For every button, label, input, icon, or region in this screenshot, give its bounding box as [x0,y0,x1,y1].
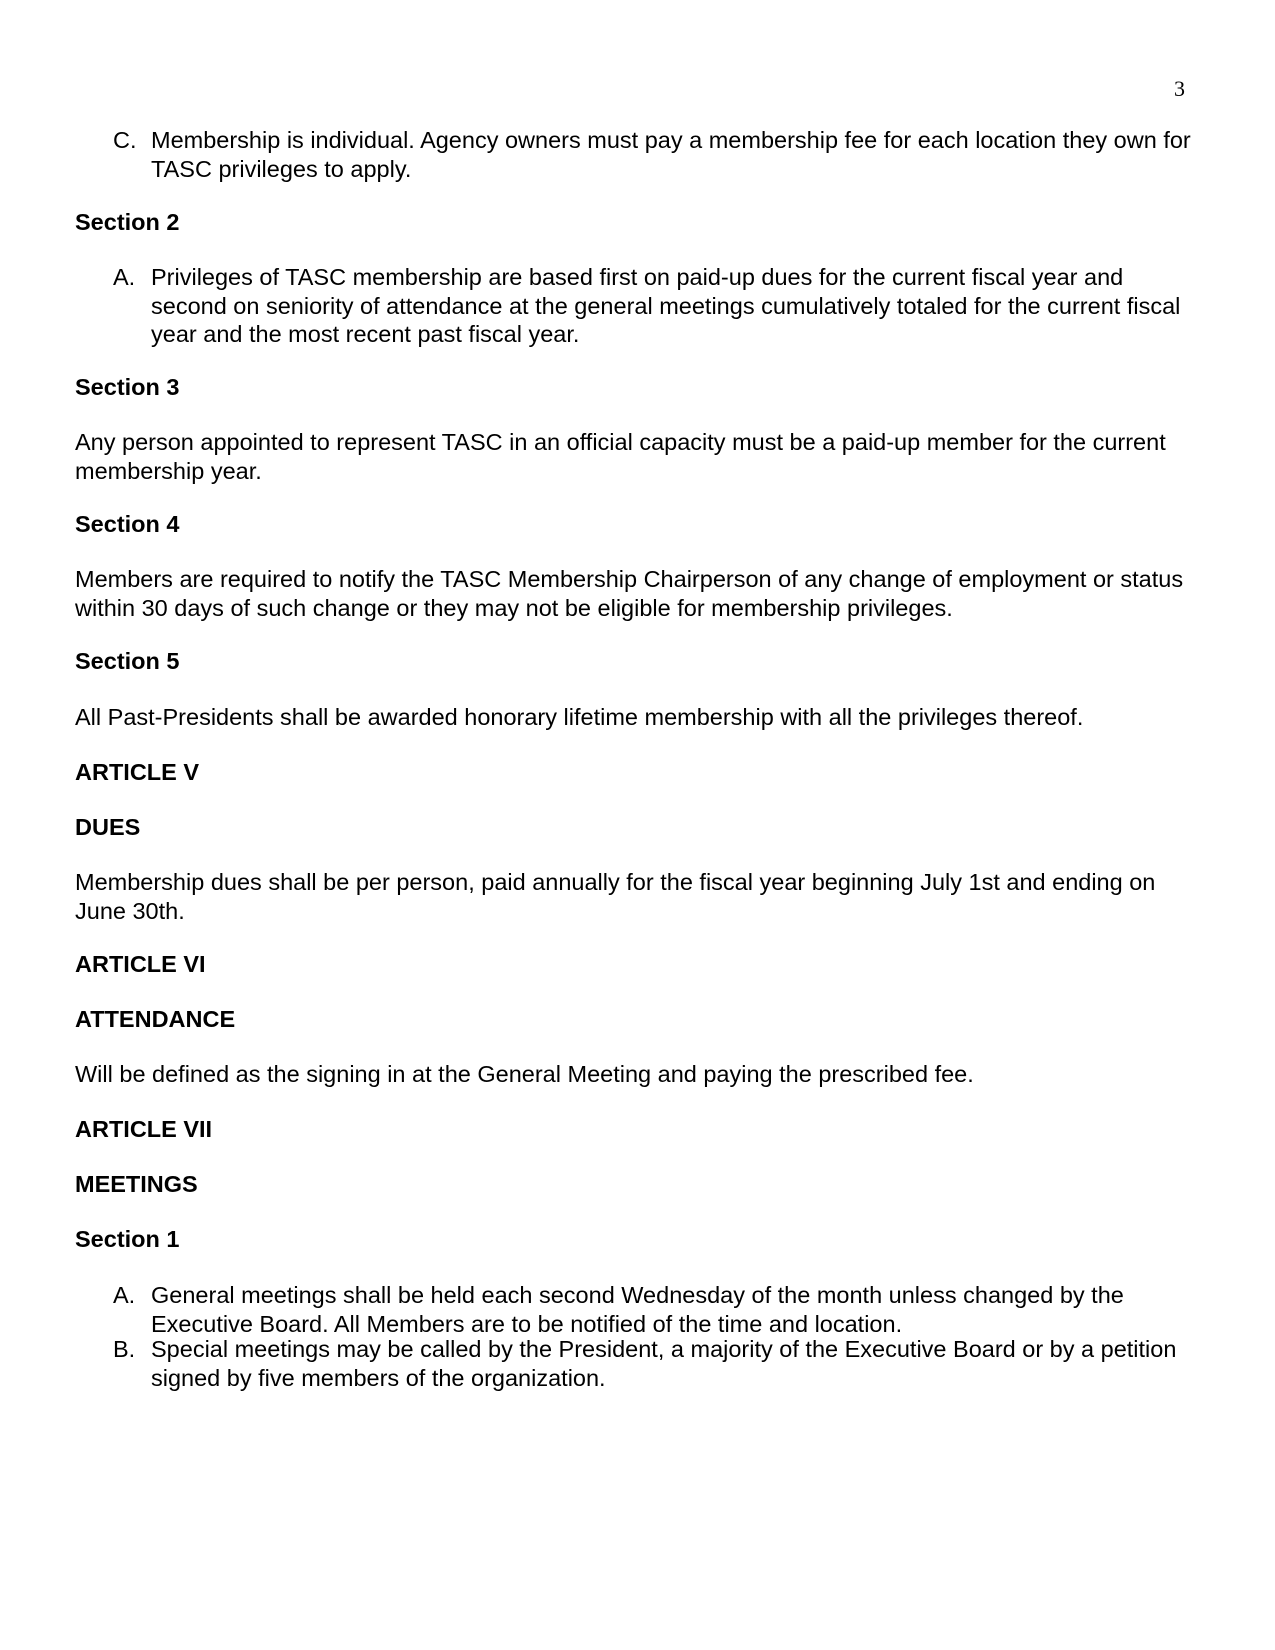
section-4-text: Members are required to notify the TASC Membership Chairperson of any change of employment or status within 30 days of such change or they may not be eligible for membership privileges. [75,566,1184,621]
section-4-heading: Section 4 [75,511,180,537]
attendance-heading: ATTENDANCE [75,1006,236,1032]
list-marker: B. [113,1336,136,1362]
list-text: Membership is individual. Agency owners must pay a membership fee for each location they own for TASC privileges to apply. [151,127,1191,182]
meetings-item-a [113,1281,1205,1338]
list-text: Special meetings may be called by the President, a majority of the Executive Board or by a petition signed by five members of the organization. [151,1336,1177,1391]
list-item-c [113,126,1205,183]
section-5-heading: Section 5 [75,648,180,674]
list-text: Privileges of TASC membership are based first on paid-up dues for the current fiscal year and second on seniority of attendance at the general meetings cumulatively totaled for the current fiscal year and the most recent past fiscal year. [151,264,1181,347]
page-number: 3 [1174,76,1185,101]
section-2-item-a [113,263,1205,349]
dues-heading: DUES [75,814,141,840]
article-7-heading: ARTICLE VII [75,1116,213,1142]
list-marker: A. [113,264,136,290]
attendance-text: Will be defined as the signing in at the General Meeting and paying the prescribed fee. [75,1061,974,1087]
section-3-text: Any person appointed to represent TASC in an official capacity must be a paid-up member for the current membership year. [75,429,1166,484]
section-5-text: All Past-Presidents shall be awarded honorary lifetime membership with all the privileges thereof. [75,704,1084,730]
article-5-heading: ARTICLE V [75,759,200,785]
list-marker: A. [113,1282,136,1308]
article-6-heading: ARTICLE VI [75,951,206,977]
list-marker: C. [113,127,137,153]
dues-text: Membership dues shall be per person, paid annually for the fiscal year beginning July 1st and ending on June 30th. [75,869,1156,924]
meetings-section-1-heading: Section 1 [75,1226,180,1252]
meetings-item-b [113,1335,1205,1392]
section-2-heading: Section 2 [75,209,180,235]
list-text: General meetings shall be held each second Wednesday of the month unless changed by the Executive Board. All Members are to be notified of the time and location. [151,1282,1124,1337]
section-3-heading: Section 3 [75,374,180,400]
meetings-heading: MEETINGS [75,1171,198,1197]
